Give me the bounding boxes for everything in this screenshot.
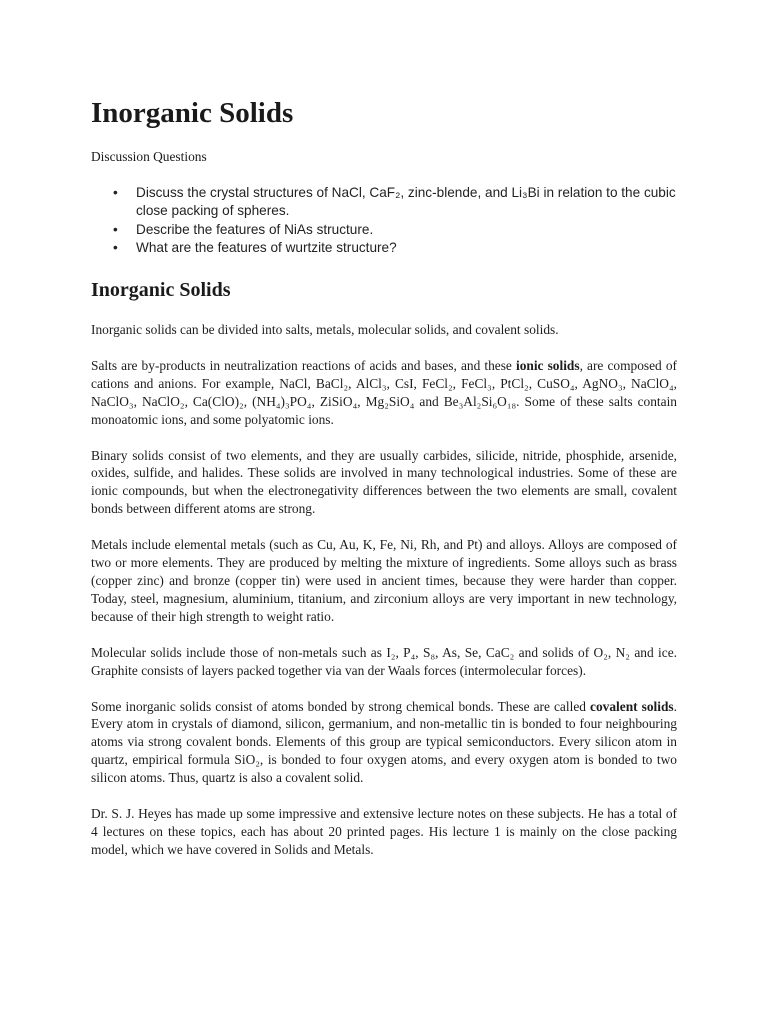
discussion-heading: Discussion Questions: [91, 149, 207, 164]
paragraph-covalent-solids: [91, 698, 677, 788]
paragraph-salts: [91, 357, 677, 429]
paragraph-text: , are composed of cations and anions. For example, NaCl, BaCl₂, AlCl₃, CsI, FeCl₂, FeCl₃, PtCl₂, CuSO₄, AgNO₃, NaClO₄, NaClO₃, NaClO₂, Ca(ClO)₂, (NH₄)₃PO₄, ZiSiO₄, Mg₂SiO₄ and Be₃Al₂Si₆O₁₈. Some of these salts contain monoatomic ions, and some polyatomic ions.: [91, 357, 677, 427]
bullet-icon: •: [113, 239, 118, 255]
list-item: [91, 221, 677, 239]
question-text: Discuss the crystal structures of NaCl, CaF₂, zinc-blende, and Li₃Bi in relation to the cubic close packing of spheres.: [136, 185, 676, 219]
paragraph-metals: Metals include elemental metals (such as Cu, Au, K, Fe, Ni, Rh, and Pt) and alloys. Alloys are composed of two or more elements. They are produced by melting the mixture of ingredients. Some alloys such as brass (copper zinc) and bronze (copper tin) were used in ancient times, because they were harder than copper. Today, steel, magnesium, aluminium, titanium, and zirconium alloys are very important in new technology, because of their high strength to weight ratio.: [91, 537, 677, 624]
paragraph-text: . Every atom in crystals of diamond, silicon, germanium, and non-metallic tin is bonded to four neighbouring atoms via strong covalent bonds. Elements of this group are typical semiconductors. Every silicon atom in quartz, empirical formula SiO₂, is bonded to four oxygen atoms, and every oxygen atom is bonded to two silicon atoms. Thus, quartz is also a covalent solid.: [91, 698, 678, 786]
section-body: [91, 321, 677, 877]
emphasis-ionic-solids: ionic solids: [515, 357, 580, 373]
discussion-question-list: [91, 184, 677, 257]
paragraph-molecular-solids: Molecular solids include those of non-metals such as I₂, P₄, S₈, As, Se, CaC₂ and solids of O₂, N₂ and ice. Graphite consists of layers packed together via van der Waals forces (intermolecular forces).: [91, 644, 677, 678]
paragraph-text: Salts are by-products in neutralization reactions of acids and bases, and these: [91, 357, 516, 373]
bullet-icon: •: [113, 221, 118, 237]
paragraph-lecture-notes: Dr. S. J. Heyes has made up some impressive and extensive lecture notes on these subjects. He has a total of 4 lectures on these topics, each has about 20 printed pages. His lecture 1 is mainly on the close packing model, which we have covered in Solids and Metals.: [91, 806, 677, 857]
paragraph-binary-solids: Binary solids consist of two elements, and they are usually carbides, silicide, nitride, phosphide, arsenide, oxides, sulfide, and halides. These solids are involved in many technological industries. Some of these are ionic compounds, but when the electronegativity differences between the two elements are small, covalent bonds between different atoms are strong.: [91, 447, 677, 517]
page-title: Inorganic Solids: [91, 97, 294, 129]
question-text: What are the features of wurtzite structure?: [136, 239, 397, 255]
question-text: Describe the features of NiAs structure.: [136, 221, 374, 237]
paragraph-text: Some inorganic solids consist of atoms bonded by strong chemical bonds. These are called: [91, 698, 590, 714]
bullet-icon: •: [113, 185, 118, 200]
list-item: [91, 184, 677, 221]
section-heading: Inorganic Solids: [91, 279, 231, 301]
paragraph-intro: Inorganic solids can be divided into salts, metals, molecular solids, and covalent solids.: [91, 322, 559, 337]
list-item: [91, 239, 677, 257]
emphasis-covalent-solids: covalent solids: [590, 698, 674, 714]
